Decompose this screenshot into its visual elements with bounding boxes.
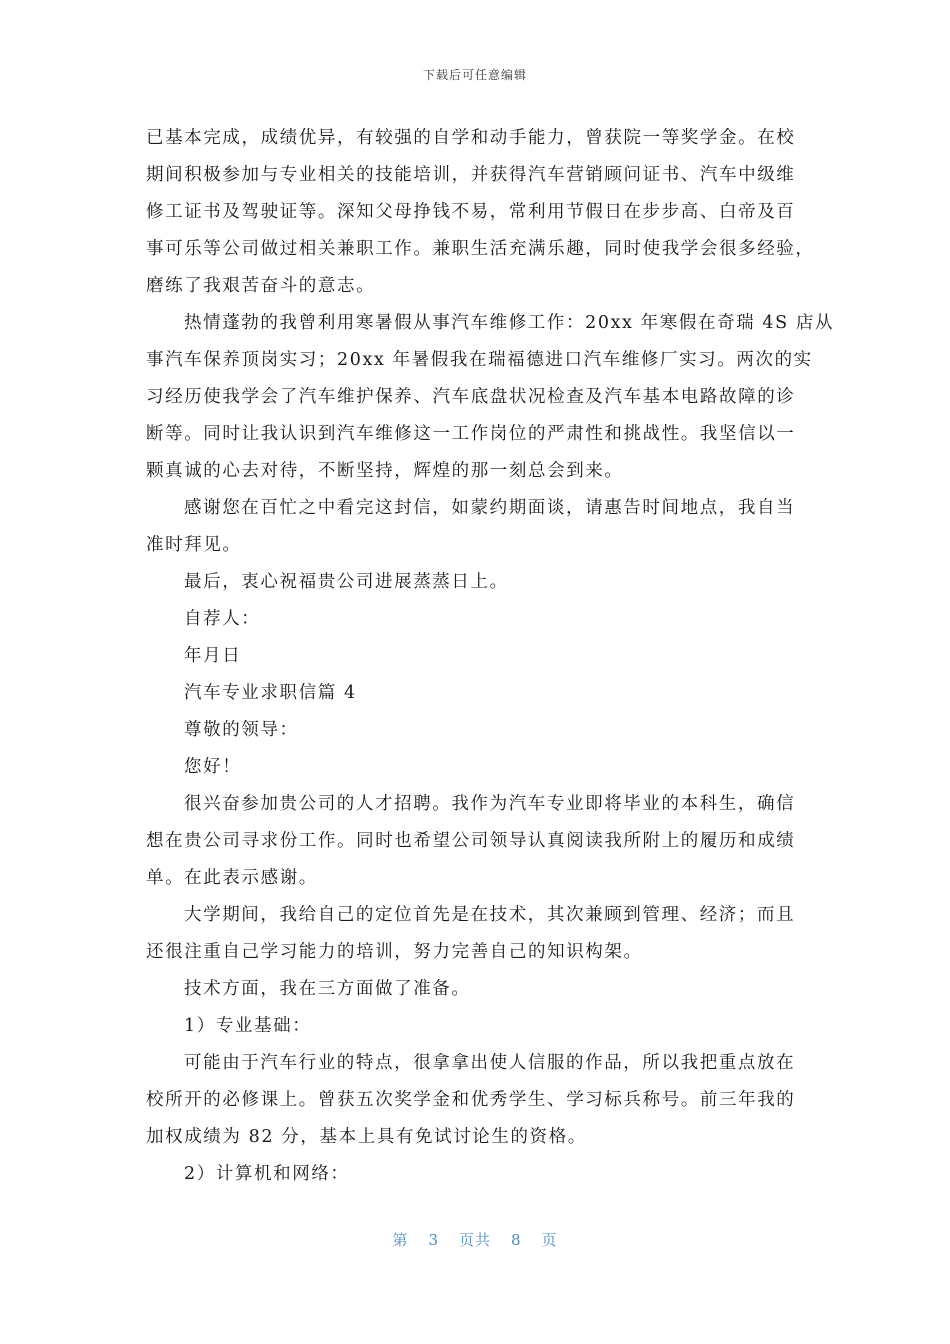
current-page-number: 3: [428, 1231, 439, 1249]
date-line: 年月日: [184, 646, 242, 666]
text-line: 事可乐等公司做过相关兼职工作。兼职生活充满乐趣，同时使我学会很多经验，: [146, 239, 815, 259]
greeting: 您好！: [184, 757, 242, 777]
paragraph: [146, 120, 815, 305]
list-heading: 2）计算机和网络：: [184, 1164, 350, 1184]
text-line: 修工证书及驾驶证等。深知父母挣钱不易，常利用节假日在步步高、白帝及百: [146, 202, 796, 222]
text-line: 很兴奋参加贵公司的人才招聘。我作为汽车专业即将毕业的本科生，确信: [184, 794, 796, 814]
text-line: 还很注重自己学习能力的培训，努力完善自己的知识构架。: [146, 942, 643, 962]
section-title: 汽车专业求职信篇 4: [184, 683, 357, 703]
text-line: 校所开的必修课上。曾获五次奖学金和优秀学生、学习标兵称号。前三年我的: [146, 1090, 796, 1110]
paragraph: [146, 490, 806, 564]
footer-label-end: 页: [541, 1231, 558, 1249]
page-header: 下载后可任意编辑: [422, 68, 527, 82]
paragraph: 技术方面，我在三方面做了准备。: [184, 979, 471, 999]
paragraph: [146, 1045, 806, 1156]
text-line: 断等。同时让我认识到汽车维修这一工作岗位的严肃性和挑战性。我坚信以一: [146, 424, 796, 444]
paragraph: [146, 897, 806, 971]
text-line: 颗真诚的心去对待，不断坚持，辉煌的那一刻总会到来。: [146, 461, 624, 481]
text-line: 磨练了我艰苦奋斗的意志。: [146, 276, 376, 296]
text-line: 期间积极参加与专业相关的技能培训，并获得汽车营销顾问证书、汽车中级维: [146, 165, 796, 185]
document-body: [146, 120, 835, 1193]
paragraph: [146, 305, 835, 490]
text-line: 准时拜见。: [146, 535, 242, 555]
page-footer: [0, 1229, 950, 1250]
text-line: 已基本完成，成绩优异，有较强的自学和动手能力，曾获院一等奖学金。在校: [146, 128, 796, 148]
text-line: 感谢您在百忙之中看完这封信，如蒙约期面谈，请惠告时间地点，我自当: [184, 498, 796, 518]
total-pages-number: 8: [511, 1231, 522, 1249]
salutation: 尊敬的领导：: [184, 720, 299, 740]
text-line: 想在贵公司寻求份工作。同时也希望公司领导认真阅读我所附上的履历和成绩: [146, 831, 796, 851]
text-line: 大学期间，我给自己的定位首先是在技术，其次兼顾到管理、经济；而且: [184, 905, 796, 925]
list-heading: 1）专业基础：: [184, 1016, 312, 1036]
text-line: 事汽车保养顶岗实习；20xx 年暑假我在瑞福德进口汽车维修厂实习。两次的实: [146, 350, 813, 370]
text-line: 习经历使我学会了汽车维护保养、汽车底盘状况检查及汽车基本电路故障的诊: [146, 387, 796, 407]
footer-label-page: 第: [392, 1231, 409, 1249]
text-line: 可能由于汽车行业的特点，很拿拿出使人信服的作品，所以我把重点放在: [184, 1053, 796, 1073]
paragraph: [146, 786, 806, 897]
text-line: 单。在此表示感谢。: [146, 868, 318, 888]
signature-label: 自荐人：: [184, 609, 261, 629]
paragraph: 最后，衷心祝福贵公司进展蒸蒸日上。: [184, 572, 509, 592]
text-line: 加权成绩为 82 分，基本上具有免试讨论生的资格。: [146, 1127, 587, 1147]
footer-label-total: 页共: [458, 1231, 491, 1249]
text-line: 热情蓬勃的我曾利用寒暑假从事汽车维修工作：20xx 年寒假在奇瑞 4S 店从: [184, 313, 835, 333]
